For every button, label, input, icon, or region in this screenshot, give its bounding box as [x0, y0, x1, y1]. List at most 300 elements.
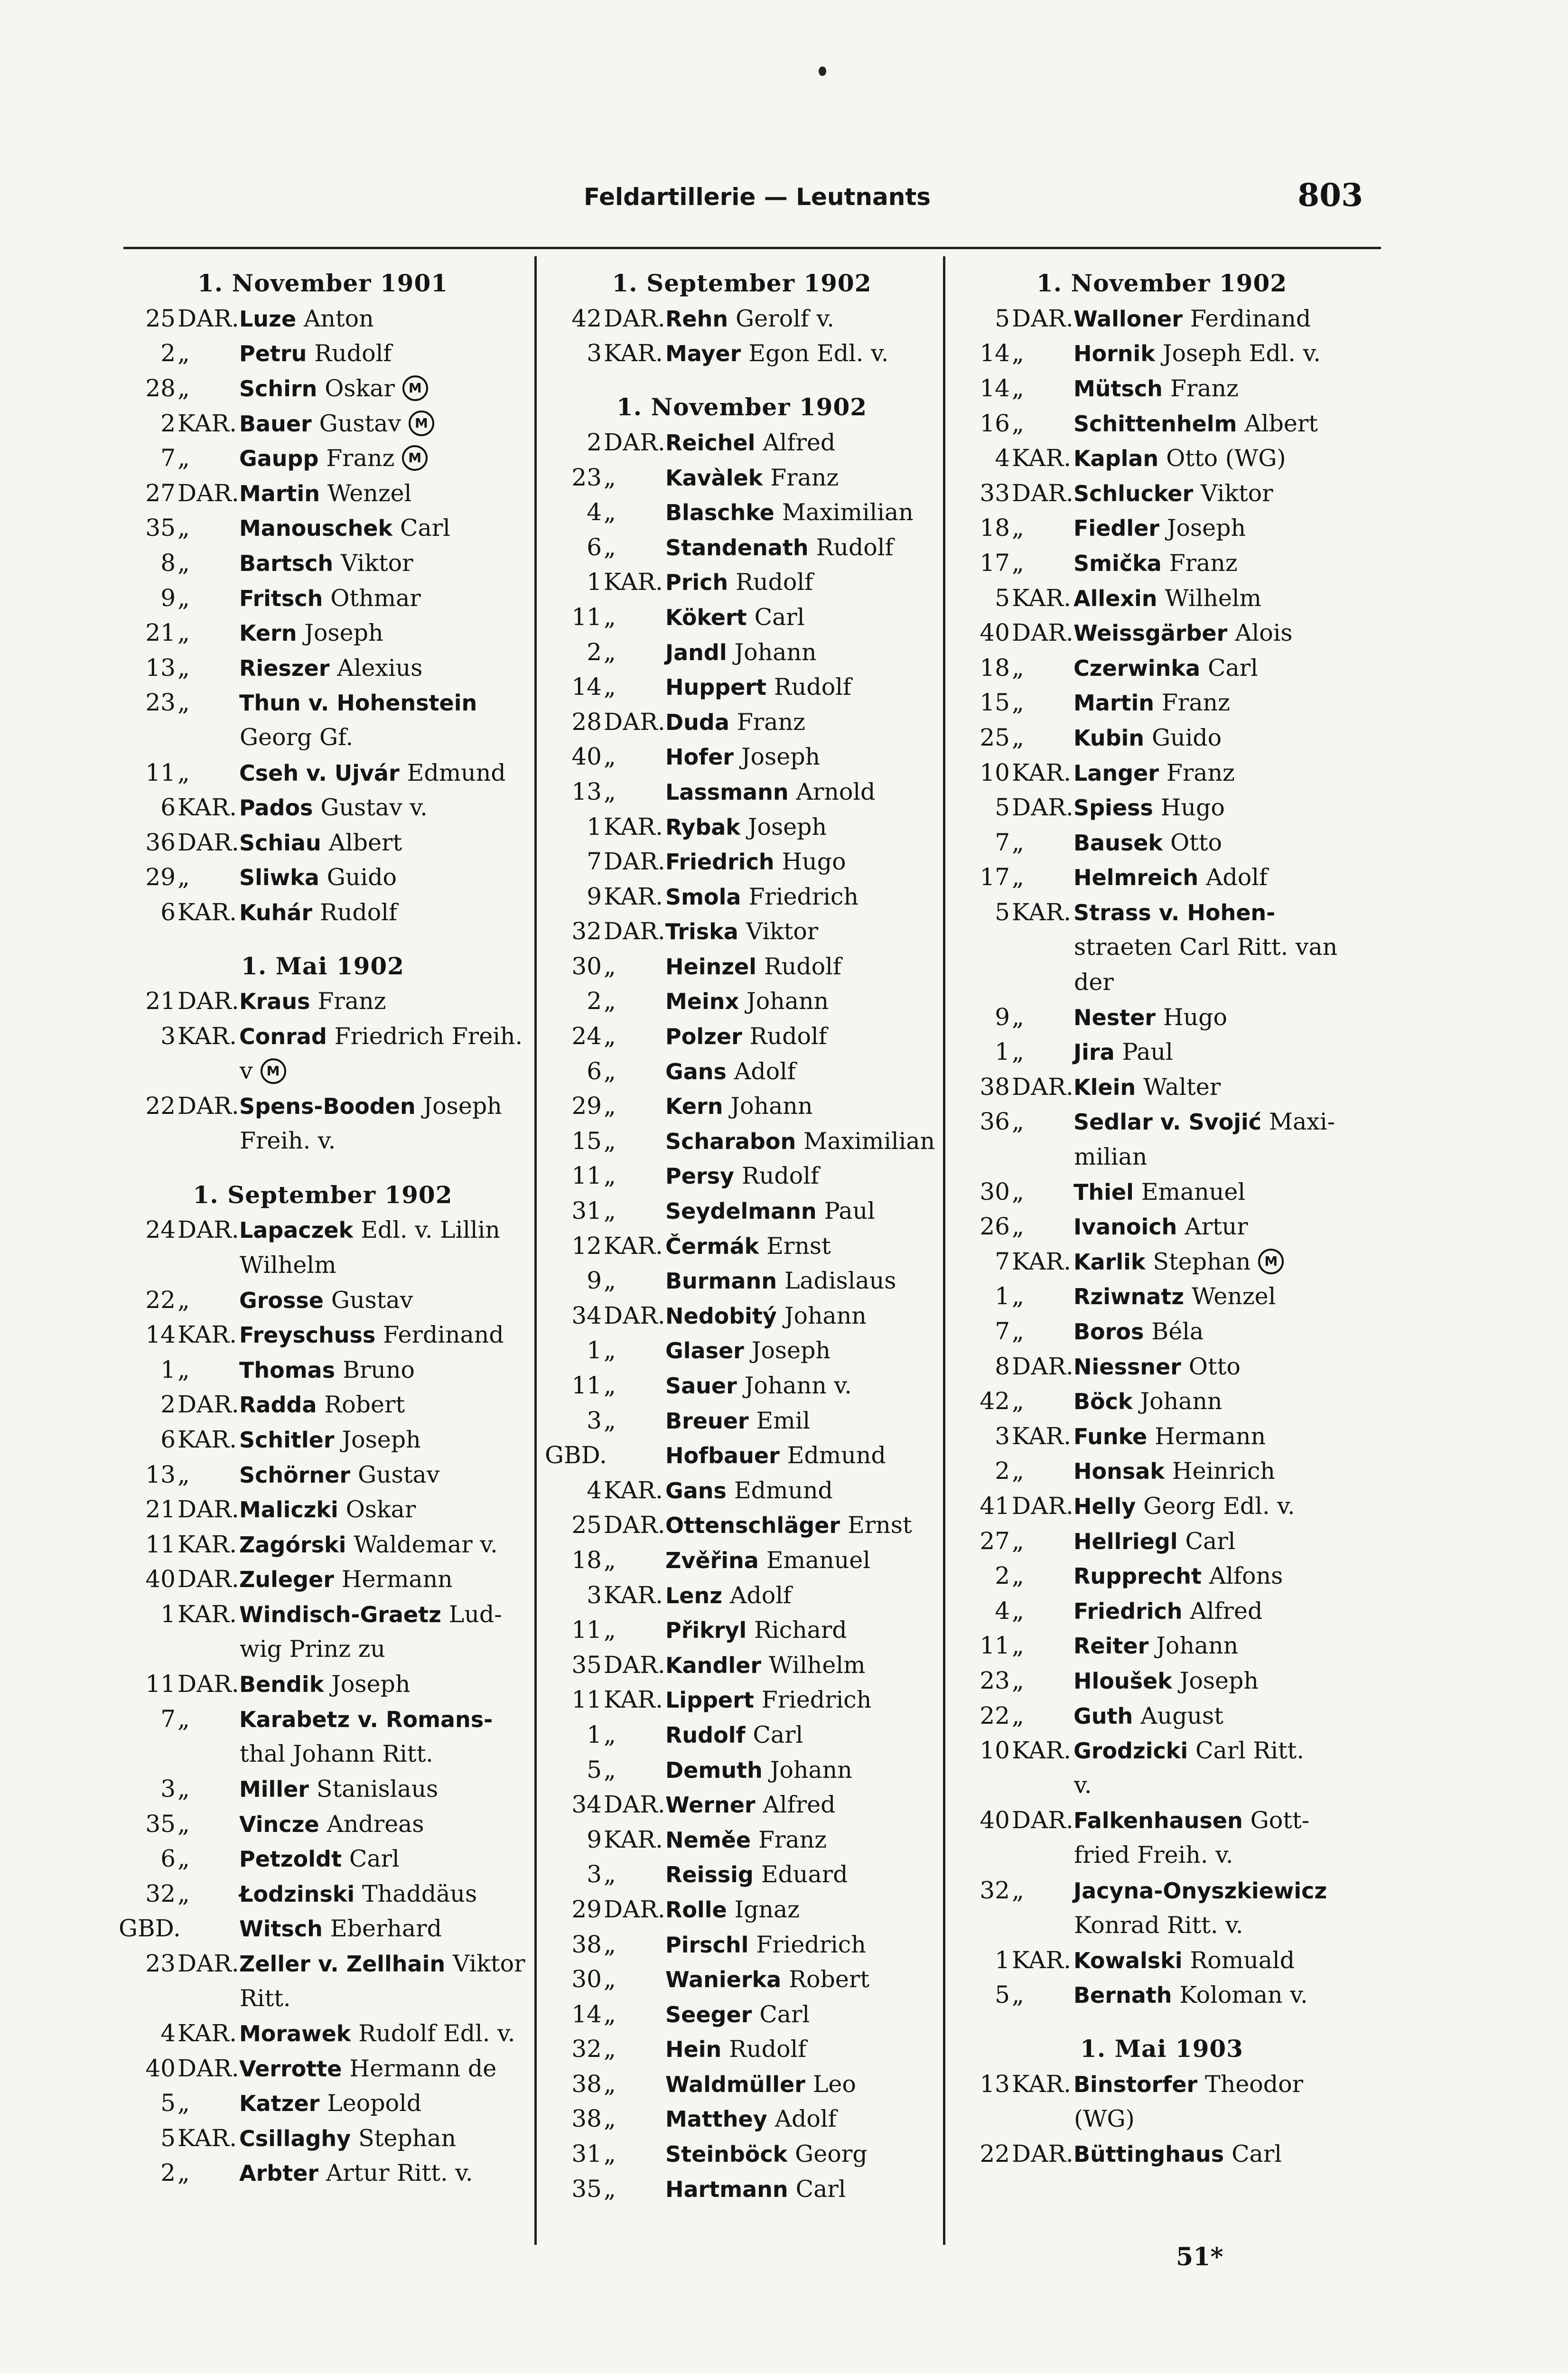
given-name: Carl	[753, 1721, 803, 1748]
regiment-number: 7	[587, 848, 602, 876]
officer-name	[239, 2124, 456, 2152]
officer-name	[1073, 1492, 1295, 1520]
list-item	[119, 511, 527, 546]
list-item	[119, 440, 527, 476]
surname: Kern	[665, 1093, 723, 1120]
unit-type: „	[177, 2089, 190, 2117]
list-item	[545, 599, 939, 635]
regiment-number: 38	[571, 2070, 602, 2098]
unit-type: „	[604, 1756, 616, 1784]
given-name: Joseph	[747, 813, 827, 841]
unit-type: „	[177, 619, 190, 647]
given-name: Emanuel	[766, 1546, 870, 1574]
list-item	[119, 1282, 527, 1317]
surname: Reichel	[665, 430, 756, 456]
surname: Kaplan	[1073, 446, 1159, 472]
officer-name	[665, 464, 839, 491]
unit-type: „	[1012, 1282, 1024, 1310]
regiment-number: 30	[571, 952, 602, 980]
given-name: Albert	[328, 829, 402, 856]
officer-name	[1073, 1946, 1295, 1974]
given-name: Oskar	[345, 1496, 416, 1523]
regiment-number: 42	[571, 304, 602, 332]
unit-type: DAR.	[604, 1791, 665, 1819]
regiment-number: 23	[145, 689, 176, 717]
regiment-number: 18	[571, 1546, 602, 1574]
list-item	[953, 476, 1371, 511]
surname: Kavàlek	[665, 465, 763, 491]
given-name: Franz	[770, 464, 839, 491]
officer-name	[239, 374, 395, 402]
unit-type: KAR.	[1012, 758, 1071, 786]
regiment-number: 13	[571, 777, 602, 805]
surname: Rolle	[665, 1897, 727, 1923]
surname: Pirschl	[665, 1932, 749, 1958]
surname: Fiedler	[1073, 515, 1159, 542]
regiment-number: 41	[980, 1492, 1010, 1520]
unit-type: DAR.	[177, 304, 239, 332]
unit-type: KAR.	[177, 794, 237, 822]
given-name: Leopold	[327, 2090, 422, 2117]
officer-name	[665, 708, 805, 736]
officer-name	[239, 987, 386, 1015]
list-item	[953, 1069, 1371, 1104]
given-name: Carl	[1232, 2140, 1282, 2168]
unit-type: KAR.	[604, 568, 663, 596]
list-item	[953, 2066, 1371, 2102]
unit-type: DAR.	[177, 1949, 239, 1977]
given-name: Friedrich	[761, 1686, 872, 1714]
unit-type: „	[177, 549, 190, 577]
unit-type: „	[604, 1022, 616, 1050]
list-item	[545, 1054, 939, 1089]
officer-name	[665, 1791, 836, 1818]
regiment-number: 2	[587, 987, 602, 1015]
unit-type: DAR.	[177, 1565, 239, 1593]
unit-type: KAR.	[1012, 584, 1071, 612]
surname: Lassmann	[665, 779, 789, 805]
surname: Vincze	[239, 1811, 319, 1837]
list-item	[545, 1088, 939, 1123]
list-item	[119, 1771, 527, 1806]
surname: Petru	[239, 341, 307, 367]
regiment-number: 5	[160, 2124, 176, 2152]
list-item	[953, 1628, 1371, 1663]
given-name: Franz	[317, 988, 386, 1015]
list-item	[953, 1454, 1371, 1489]
unit-type: KAR.	[1012, 1422, 1071, 1450]
list-item	[119, 1247, 527, 1282]
list-item	[545, 1997, 939, 2032]
unit-type: „	[604, 2175, 616, 2203]
surname: Falkenhausen	[1073, 1808, 1243, 1834]
given-name: Bruno	[343, 1356, 415, 1383]
officer-name	[239, 689, 477, 716]
list-item	[953, 1244, 1371, 1279]
list-item	[953, 1349, 1371, 1384]
unit-type: DAR.	[177, 1670, 239, 1698]
list-item	[119, 790, 527, 825]
given-name: Rudolf	[749, 1023, 827, 1050]
given-name: Guido	[327, 864, 397, 891]
list-item	[953, 685, 1371, 720]
list-item	[953, 1209, 1371, 1244]
given-name: Stanislaus	[316, 1775, 439, 1803]
surname: Binstorfer	[1073, 2071, 1198, 2097]
surname: Manouschek	[239, 515, 393, 542]
officer-name	[239, 1531, 498, 1558]
officer-name	[665, 917, 818, 945]
unit-type: DAR.	[604, 1651, 665, 1679]
regiment-number: 1	[587, 1336, 602, 1364]
given-name: Adolf	[775, 2105, 837, 2133]
unit-type: DAR.	[177, 1495, 239, 1523]
section-spacer	[953, 2012, 1371, 2031]
unit-type: „	[1012, 1666, 1024, 1694]
officer-name	[665, 1267, 896, 1294]
unit-type: „	[604, 498, 616, 526]
list-item	[953, 1104, 1371, 1140]
unit-type: „	[177, 1460, 190, 1488]
surname: Reiter	[1073, 1633, 1149, 1659]
list-item	[953, 615, 1371, 650]
regiment-number: 21	[145, 1495, 176, 1523]
list-item	[119, 1387, 527, 1422]
header-rule	[123, 247, 1381, 249]
unit-type: KAR.	[1012, 1946, 1071, 1974]
list-item	[119, 1054, 527, 1089]
given-name: Hugo	[782, 848, 846, 876]
given-name: Edmund	[407, 759, 506, 786]
officer-name	[1073, 479, 1273, 507]
given-name: Theodor	[1205, 2070, 1304, 2098]
surname: Guth	[1073, 1703, 1133, 1729]
regiment-number: 24	[145, 1216, 176, 1244]
surname: Helmreich	[1073, 865, 1199, 891]
surname: Morawek	[239, 2021, 351, 2047]
surname: Bartsch	[239, 550, 334, 576]
regiment-number: 11	[571, 603, 602, 631]
given-name: Walter	[1143, 1073, 1221, 1101]
surname: Glaser	[665, 1338, 744, 1364]
given-name: Carl	[349, 1845, 400, 1873]
surname: Bauer	[239, 411, 312, 437]
list-item	[119, 476, 527, 511]
list-item	[545, 1927, 939, 1962]
given-name: Andreas	[327, 1810, 424, 1838]
regiment-number: 3	[587, 339, 602, 367]
surname: Luze	[239, 306, 297, 332]
officer-name	[1073, 794, 1225, 821]
officer-name	[239, 898, 397, 926]
unit-type: „	[1012, 1876, 1024, 1904]
officer-name	[665, 305, 834, 332]
surname: Witsch	[239, 1916, 323, 1942]
list-item	[119, 615, 527, 650]
officer-name	[1073, 1806, 1309, 1834]
regiment-number: 2	[160, 409, 176, 437]
list-item	[119, 895, 527, 930]
unit-type: „	[1012, 409, 1024, 437]
given-name: Gott-	[1250, 1807, 1310, 1834]
unit-type: „	[1012, 549, 1024, 577]
given-name: Hermann de	[349, 2055, 497, 2082]
unit-type: KAR.	[604, 1686, 663, 1714]
given-name: Emil	[756, 1407, 811, 1434]
regiment-number: 14	[571, 673, 602, 701]
list-item	[953, 1523, 1371, 1559]
officer-name	[239, 1600, 502, 1628]
unit-type: KAR.	[177, 1022, 237, 1050]
list-item	[545, 1787, 939, 1822]
list-item	[953, 1873, 1371, 1908]
list-item	[545, 301, 939, 336]
surname: Langer	[1073, 760, 1159, 786]
section-spacer	[119, 930, 527, 949]
surname: Matthey	[665, 2106, 767, 2132]
given-name: Johann	[784, 1302, 867, 1329]
list-item	[119, 1213, 527, 1248]
officer-name	[665, 1302, 867, 1329]
given-name: Carl	[754, 603, 805, 631]
list-item	[119, 301, 527, 336]
given-name: Ferdinand	[383, 1321, 504, 1349]
list-item	[953, 860, 1371, 895]
regiment-number: 6	[160, 1426, 176, 1454]
regiment-number: 40	[980, 619, 1010, 647]
surname: Spiess	[1073, 795, 1153, 821]
unit-type: „	[177, 1705, 190, 1733]
surname: Prich	[665, 570, 728, 596]
list-item	[119, 1666, 527, 1701]
given-name: Wilhelm	[1165, 584, 1261, 612]
surname: Jandl	[665, 639, 727, 665]
officer-name	[239, 2159, 473, 2186]
list-item	[953, 1174, 1371, 1209]
officer-name	[665, 1232, 831, 1260]
officer-name	[1073, 374, 1239, 402]
given-name: Carl	[400, 514, 450, 542]
officer-name	[239, 2089, 421, 2117]
surname: Mayer	[665, 341, 741, 367]
list-item	[953, 580, 1371, 616]
list-item	[545, 1018, 939, 1054]
unit-type: „	[604, 1127, 616, 1155]
list-item	[545, 809, 939, 844]
regiment-number: 15	[980, 689, 1010, 717]
unit-type: „	[1012, 828, 1024, 856]
unit-type: „	[604, 1197, 616, 1225]
unit-type: „	[1012, 1317, 1024, 1345]
given-name: Gustav	[331, 1286, 413, 1314]
given-name: Alois	[1235, 619, 1293, 647]
given-name: Otto	[1188, 1353, 1241, 1380]
list-item	[119, 1981, 527, 2016]
list-item	[119, 1352, 527, 1387]
officer-name	[665, 1651, 865, 1679]
officer-name	[665, 1441, 886, 1469]
officer-name	[1073, 654, 1258, 682]
regiment-number: 7	[995, 1247, 1010, 1275]
signature-mark: 51*	[1176, 2242, 1223, 2271]
list-item	[953, 371, 1371, 406]
given-name: Rudolf	[774, 673, 852, 701]
unit-type: „	[604, 1965, 616, 1993]
unit-type: DAR.	[1012, 794, 1073, 822]
officer-name	[665, 743, 820, 770]
list-item	[953, 440, 1371, 476]
unit-type: „	[604, 1092, 616, 1120]
regiment-number: 9	[995, 1003, 1010, 1031]
continuation-text: (WG)	[1074, 2105, 1135, 2132]
regiment-number: 18	[980, 654, 1010, 682]
regiment-number: 40	[980, 1806, 1010, 1834]
regiment-number: 13	[145, 654, 176, 682]
regiment-number: 29	[145, 863, 176, 891]
continuation-text: fried Freih. v.	[1074, 1841, 1233, 1869]
surname: Přikryl	[665, 1617, 747, 1644]
regiment-number: 11	[571, 1162, 602, 1190]
officer-name	[665, 1057, 796, 1085]
unit-type: „	[604, 1860, 616, 1888]
continuation-text: Georg Gf.	[240, 724, 354, 751]
list-item	[119, 650, 527, 685]
list-item	[545, 425, 939, 460]
unit-type: DAR.	[1012, 2140, 1073, 2168]
list-item	[119, 1492, 527, 1527]
continuation-text: milian	[1074, 1143, 1148, 1170]
list-item	[953, 825, 1371, 860]
surname: Persy	[665, 1163, 734, 1189]
unit-type: KAR.	[177, 1321, 237, 1349]
unit-type: „	[604, 2140, 616, 2168]
continuation-text: Freih. v.	[240, 1127, 336, 1155]
unit-type: DAR.	[604, 1301, 665, 1329]
regiment-number: 6	[587, 1057, 602, 1085]
officer-name	[665, 1546, 870, 1574]
list-item	[545, 984, 939, 1019]
given-name: Adolf	[734, 1057, 796, 1085]
unit-type: KAR.	[177, 1600, 237, 1628]
unit-type: DAR.	[177, 2054, 239, 2082]
officer-name	[1073, 2070, 1303, 2098]
given-name: Carl	[759, 2000, 810, 2028]
surname: Huppert	[665, 674, 766, 701]
given-name: Hermann	[1155, 1422, 1266, 1450]
surname: Duda	[665, 709, 729, 735]
given-name: Richard	[754, 1616, 847, 1644]
regiment-number: 42	[980, 1387, 1010, 1415]
list-item	[953, 1314, 1371, 1349]
officer-name	[1073, 1737, 1304, 1764]
regiment-number: 9	[587, 882, 602, 910]
unit-type: „	[1012, 1562, 1024, 1590]
officer-name	[239, 1092, 502, 1120]
unit-type: „	[1012, 723, 1024, 751]
officer-name	[665, 1197, 875, 1224]
regiment-number: 11	[145, 1530, 176, 1558]
regiment-number: 24	[571, 1022, 602, 1050]
given-name: Hermann	[341, 1566, 453, 1593]
regiment-number: 22	[980, 2140, 1010, 2168]
officer-name	[665, 1896, 800, 1923]
officer-name	[1073, 514, 1246, 542]
regiment-number: GBD.	[545, 1441, 607, 1469]
given-name: Artur	[1185, 1213, 1248, 1241]
unit-type: DAR.	[1012, 1492, 1073, 1520]
given-name: Paul	[1122, 1038, 1173, 1066]
surname: Weissgärber	[1073, 620, 1228, 646]
list-item	[953, 964, 1371, 1000]
unit-type: „	[177, 1775, 190, 1803]
given-name: Maximilian	[782, 499, 914, 526]
list-item	[545, 1298, 939, 1333]
unit-type: DAR.	[604, 848, 665, 876]
regiment-number: 14	[571, 2000, 602, 2028]
officer-name	[1073, 829, 1222, 856]
surname: Kowalski	[1073, 1947, 1183, 1973]
officer-name	[1073, 1387, 1222, 1415]
continuation-text: v.	[1074, 1772, 1092, 1799]
unit-type: „	[177, 1355, 190, 1383]
officer-name	[1073, 759, 1235, 786]
unit-type: „	[177, 654, 190, 682]
officer-name	[665, 1476, 833, 1504]
unit-type: KAR.	[177, 898, 237, 926]
given-name: Joseph	[751, 1337, 831, 1364]
list-item	[119, 1632, 527, 1667]
given-name: Wilhelm	[768, 1651, 866, 1679]
list-item	[119, 406, 527, 441]
surname: Čermák	[665, 1233, 759, 1259]
surname: Hein	[665, 2037, 722, 2063]
officer-name	[239, 444, 394, 472]
continuation-text: wig Prinz zu	[240, 1635, 385, 1663]
surname: Kuhár	[239, 899, 313, 925]
list-item	[953, 650, 1371, 685]
officer-name	[239, 619, 383, 646]
given-name: Joseph	[1179, 1667, 1259, 1694]
given-name: Rudolf	[314, 340, 392, 367]
unit-type: „	[1012, 514, 1024, 542]
regiment-number: 25	[980, 723, 1010, 751]
list-item	[545, 949, 939, 984]
circled-m-icon: M	[409, 411, 434, 436]
section-heading: 1. November 1902	[1036, 269, 1288, 297]
list-item	[953, 1488, 1371, 1523]
given-name: Rudolf	[729, 2036, 807, 2063]
regiment-number: 29	[571, 1895, 602, 1923]
list-item	[953, 1593, 1371, 1628]
unit-type: „	[604, 2035, 616, 2063]
officer-name	[1073, 410, 1318, 437]
continuation-text: Ritt.	[240, 1985, 291, 2012]
officer-name	[1073, 1282, 1276, 1310]
officer-name	[239, 1810, 424, 1838]
surname: Fritsch	[239, 585, 323, 611]
regiment-number: 29	[571, 1092, 602, 1120]
surname: Smola	[665, 884, 741, 910]
unit-type: KAR.	[604, 1825, 663, 1853]
officer-name	[239, 863, 397, 891]
given-name: Johann	[734, 638, 817, 666]
unit-type: „	[1012, 1177, 1024, 1205]
surname: Blaschke	[665, 500, 775, 526]
officer-name	[239, 549, 413, 577]
given-name: Georg	[795, 2140, 868, 2168]
continuation-text: straeten Carl Ritt. van	[1074, 933, 1338, 961]
surname: Martin	[239, 480, 320, 506]
